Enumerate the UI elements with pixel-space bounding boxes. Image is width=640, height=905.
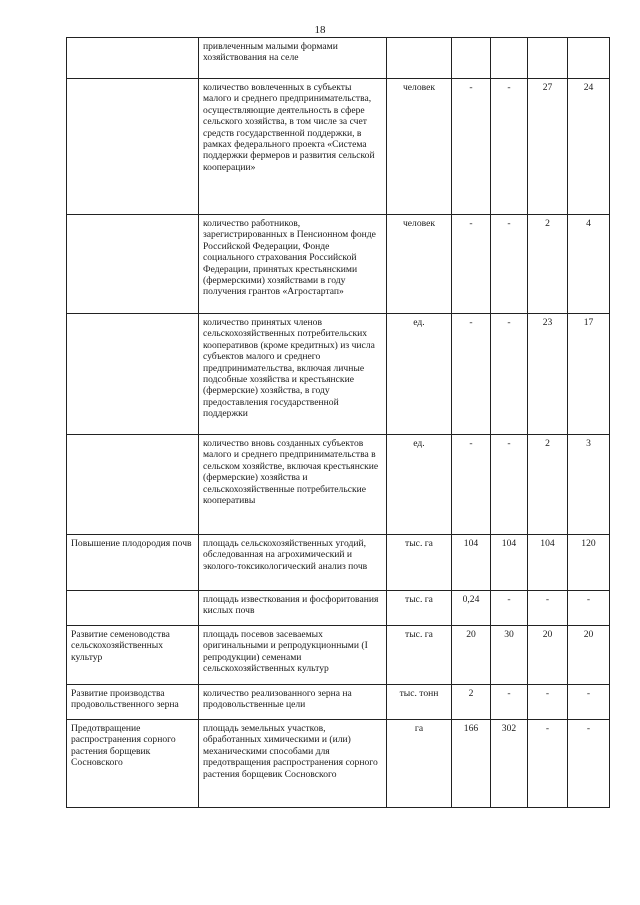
table-row [67, 435, 610, 535]
unit-cell: человек [387, 79, 452, 215]
unit-cell: га [387, 720, 452, 808]
unit-cell: тыс. тонн [387, 685, 452, 720]
value-cell: - [568, 720, 610, 808]
unit-cell: ед. [387, 435, 452, 535]
task-cell: Предотвращение распространения сорного растения борщевик Сосновского [67, 720, 199, 808]
value-cell: - [491, 591, 528, 626]
task-cell [67, 215, 199, 314]
task-cell [67, 79, 199, 215]
task-cell [67, 591, 199, 626]
indicator-cell: количество вновь созданных субъектов малого и среднего предпринимательства в сельском хозяйстве, включая крестьянские (фермерские) хозяйства и сельскохозяйственные потребительские кооперативы [199, 435, 387, 535]
table-row [67, 685, 610, 720]
table-row [67, 720, 610, 808]
value-cell: - [452, 79, 491, 215]
table-row [67, 79, 610, 215]
value-cell: 166 [452, 720, 491, 808]
value-cell: 17 [568, 314, 610, 435]
indicator-cell: площадь земельных участков, обработанных химическими и (или) механическими способами для предотвращения распространения сорного растения борщевик Сосновского [199, 720, 387, 808]
page-number: 18 [314, 24, 326, 36]
table-row [67, 314, 610, 435]
table-row [67, 591, 610, 626]
value-cell: - [491, 314, 528, 435]
value-cell: 302 [491, 720, 528, 808]
value-cell: 23 [528, 314, 568, 435]
indicator-cell: площадь известкования и фосфоритования кислых почв [199, 591, 387, 626]
value-cell: - [491, 435, 528, 535]
value-cell [452, 38, 491, 79]
task-cell [67, 38, 199, 79]
value-cell: 104 [452, 535, 491, 591]
value-cell: 20 [528, 626, 568, 685]
unit-cell: тыс. га [387, 626, 452, 685]
unit-cell: ед. [387, 314, 452, 435]
value-cell: - [491, 215, 528, 314]
value-cell: 2 [528, 435, 568, 535]
value-cell: - [528, 720, 568, 808]
unit-cell [387, 38, 452, 79]
value-cell: - [491, 79, 528, 215]
value-cell: 24 [568, 79, 610, 215]
indicator-cell: количество вовлеченных в субъекты малого и среднего предпринимательства, осуществляющие деятельность в сфере сельского хозяйства, в том числе за счет средств государственной поддержки, в рамках федерального проекта «Система поддержки фермеров и развития сельской кооперации» [199, 79, 387, 215]
task-cell [67, 314, 199, 435]
value-cell: - [452, 215, 491, 314]
value-cell: 20 [568, 626, 610, 685]
value-cell: - [568, 591, 610, 626]
value-cell: 3 [568, 435, 610, 535]
value-cell: 20 [452, 626, 491, 685]
value-cell: - [568, 685, 610, 720]
unit-cell: тыс. га [387, 535, 452, 591]
value-cell: 4 [568, 215, 610, 314]
indicator-cell: площадь посевов засеваемых оригинальными и репродукционными (I репродукции) семенами сельскохозяйственных культур [199, 626, 387, 685]
indicator-cell: площадь сельскохозяйственных угодий, обследованная на агрохимический и эколого-токсикологический анализ почв [199, 535, 387, 591]
value-cell: 2 [452, 685, 491, 720]
value-cell: - [528, 685, 568, 720]
value-cell [491, 38, 528, 79]
value-cell: 104 [491, 535, 528, 591]
value-cell: 0,24 [452, 591, 491, 626]
value-cell: 120 [568, 535, 610, 591]
indicator-cell: привлеченным малыми формами хозяйствования на селе [199, 38, 387, 79]
indicator-cell: количество реализованного зерна на продовольственные цели [199, 685, 387, 720]
value-cell: 104 [528, 535, 568, 591]
value-cell: 2 [528, 215, 568, 314]
indicators-table [66, 37, 610, 808]
indicator-cell: количество работников, зарегистрированных в Пенсионном фонде Российской Федерации, Фонде социального страхования Российской Федерации, принятых крестьянскими (фермерскими) хозяйствами в году получения грантов «Агростартап» [199, 215, 387, 314]
task-cell: Повышение плодородия почв [67, 535, 199, 591]
value-cell [528, 38, 568, 79]
value-cell: - [528, 591, 568, 626]
table-row [67, 38, 610, 79]
value-cell: - [452, 314, 491, 435]
task-cell: Развитие семеноводства сельскохозяйственных культур [67, 626, 199, 685]
task-cell: Развитие производства продовольственного зерна [67, 685, 199, 720]
value-cell: - [491, 685, 528, 720]
table-row [67, 535, 610, 591]
value-cell: 27 [528, 79, 568, 215]
unit-cell: человек [387, 215, 452, 314]
unit-cell: тыс. га [387, 591, 452, 626]
value-cell: 30 [491, 626, 528, 685]
task-cell [67, 435, 199, 535]
value-cell [568, 38, 610, 79]
table-row [67, 215, 610, 314]
indicator-cell: количество принятых членов сельскохозяйственных потребительских кооперативов (кроме кредитных) из числа субъектов малого и среднего предпринимательства, включая личные подсобные хозяйства и крестьянские (фермерские) хозяйства, в году предоставления государственной поддержки [199, 314, 387, 435]
value-cell: - [452, 435, 491, 535]
table-row [67, 626, 610, 685]
